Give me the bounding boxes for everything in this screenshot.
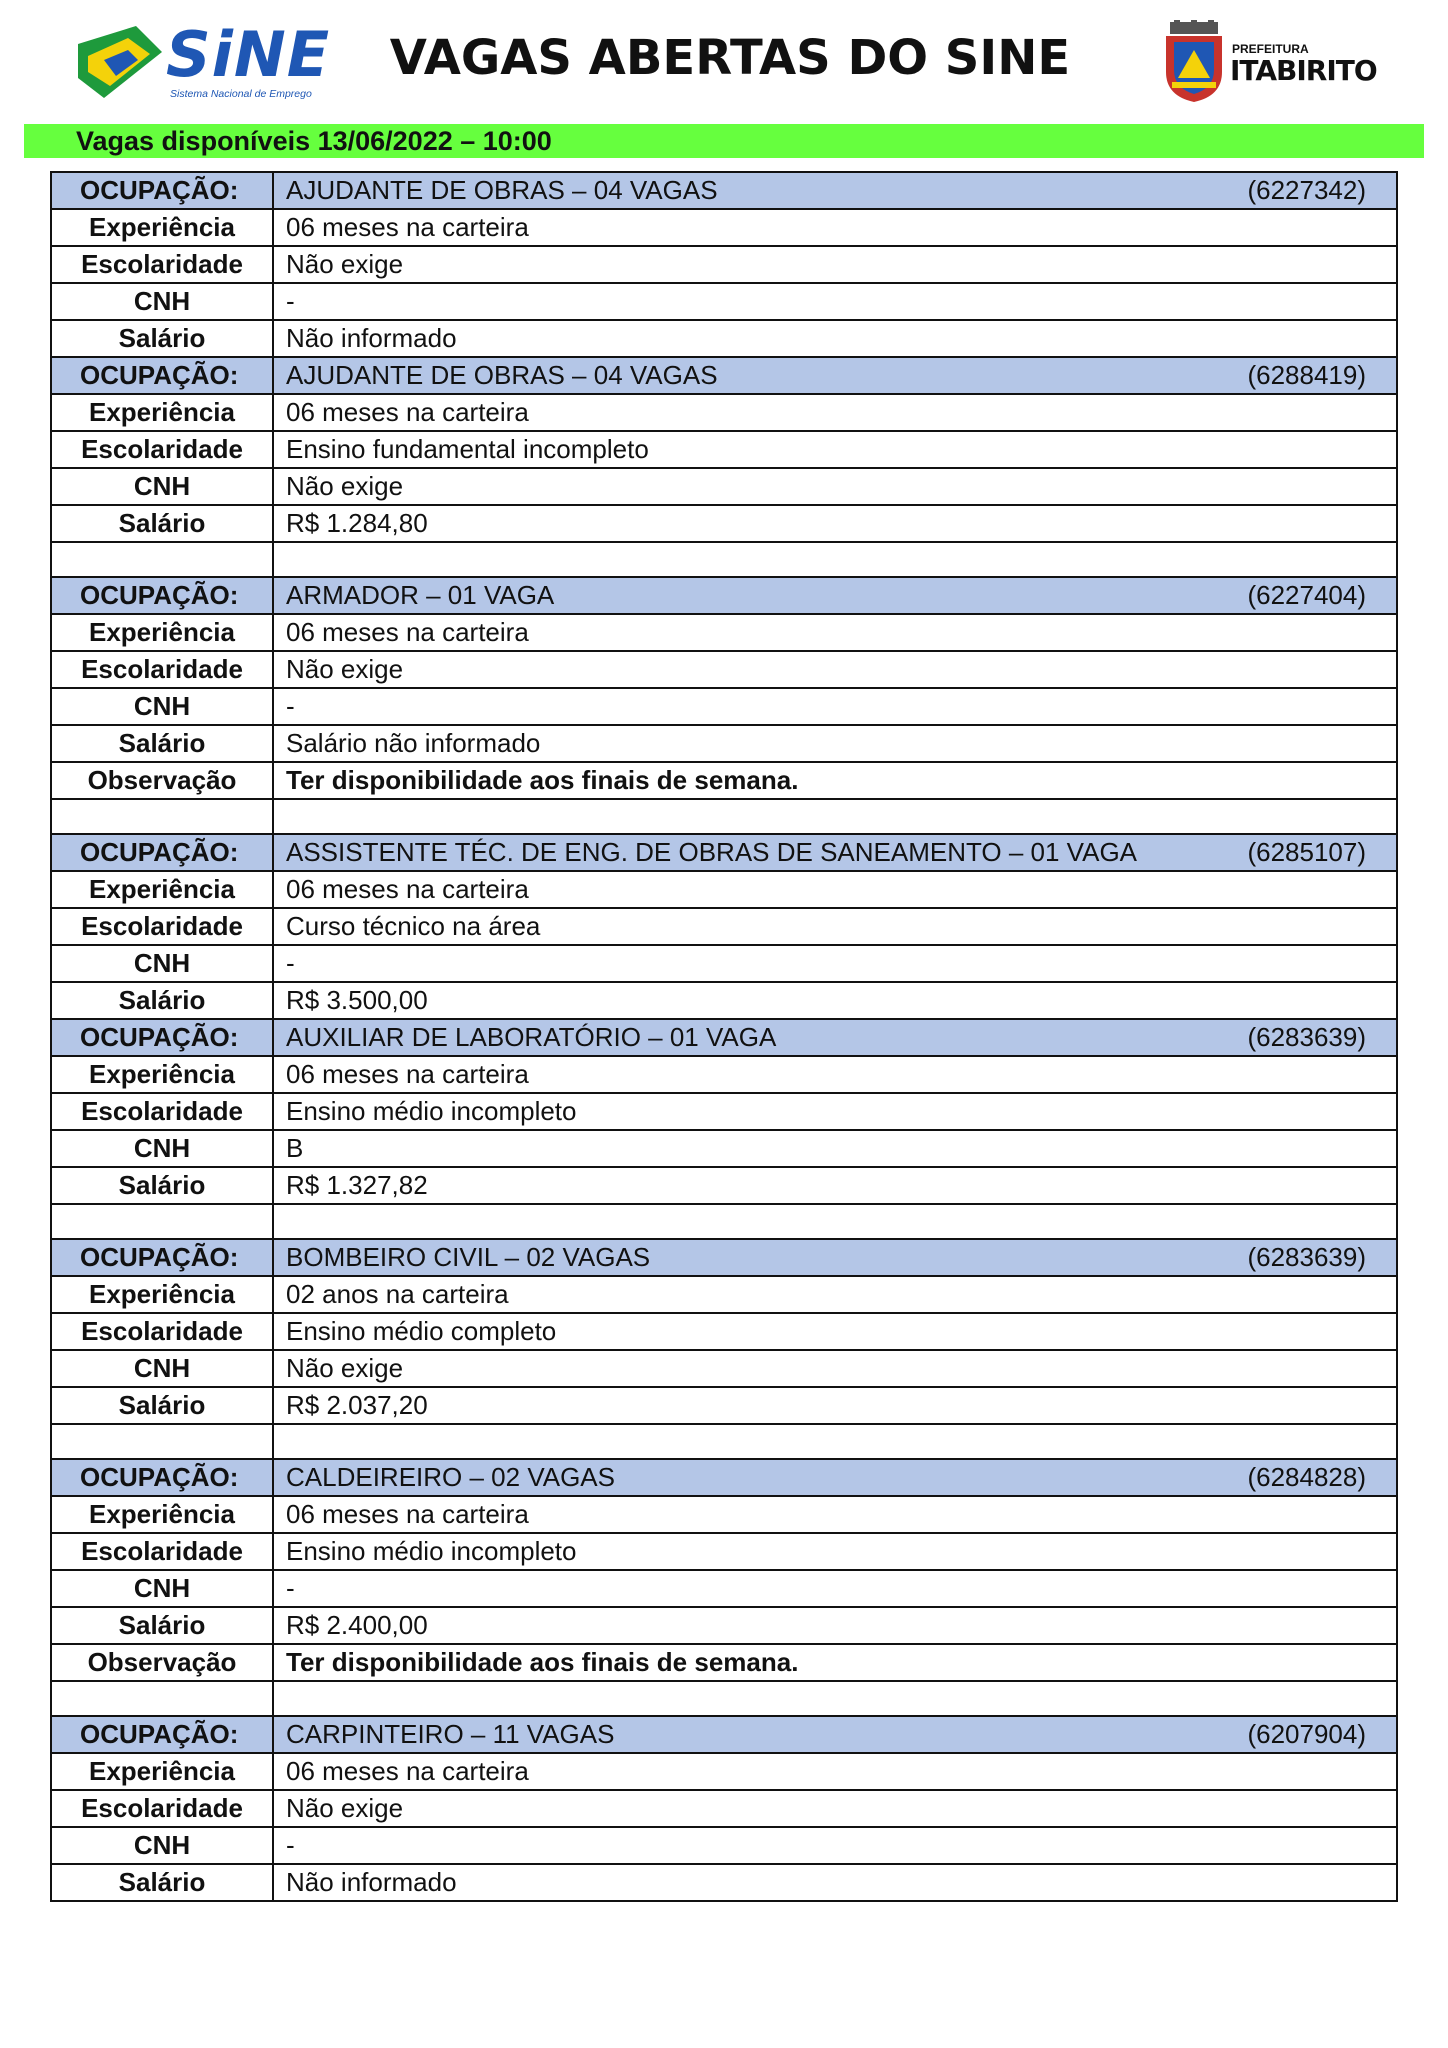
salary-label: Salário <box>51 982 273 1019</box>
job-education-row <box>51 1313 1397 1350</box>
job-occupation-row <box>51 1019 1397 1056</box>
experience-value: 06 meses na carteira <box>273 209 1397 246</box>
job-education-row <box>51 1790 1397 1827</box>
salary-value: R$ 1.284,80 <box>273 505 1397 542</box>
job-salary-row <box>51 1167 1397 1204</box>
job-salary-row <box>51 725 1397 762</box>
experience-label: Experiência <box>51 1056 273 1093</box>
job-experience-row <box>51 1753 1397 1790</box>
job-salary-row <box>51 1864 1397 1901</box>
education-label: Escolaridade <box>51 1093 273 1130</box>
occupation-code: (6283639) <box>1247 1242 1366 1272</box>
salary-value: R$ 2.037,20 <box>273 1387 1397 1424</box>
license-label: CNH <box>51 283 273 320</box>
license-label: CNH <box>51 1350 273 1387</box>
job-license-row <box>51 688 1397 725</box>
jobs-table-container <box>50 171 1398 1902</box>
occupation-title: AUXILIAR DE LABORATÓRIO – 01 VAGA <box>286 1022 777 1052</box>
job-salary-row <box>51 982 1397 1019</box>
license-value: Não exige <box>273 1350 1397 1387</box>
note-value: Ter disponibilidade aos finais de semana. <box>273 1644 1397 1681</box>
occupation-value <box>273 1459 1397 1496</box>
job-experience-row <box>51 1276 1397 1313</box>
city-crest-icon <box>1162 20 1226 104</box>
experience-label: Experiência <box>51 394 273 431</box>
job-education-row <box>51 431 1397 468</box>
spacer-cell <box>273 1424 1397 1459</box>
city-logo-small-text: PREFEITURA <box>1232 42 1309 56</box>
experience-label: Experiência <box>51 614 273 651</box>
license-label: CNH <box>51 688 273 725</box>
education-value: Não exige <box>273 1790 1397 1827</box>
job-occupation-row <box>51 1459 1397 1496</box>
occupation-value <box>273 1019 1397 1056</box>
license-label: CNH <box>51 1130 273 1167</box>
occupation-title: AJUDANTE DE OBRAS – 04 VAGAS <box>286 360 718 390</box>
spacer-cell <box>273 1204 1397 1239</box>
occupation-value <box>273 1239 1397 1276</box>
spacer-cell <box>273 542 1397 577</box>
job-occupation-row <box>51 1239 1397 1276</box>
license-value: - <box>273 1827 1397 1864</box>
experience-label: Experiência <box>51 209 273 246</box>
education-value: Não exige <box>273 651 1397 688</box>
job-occupation-row <box>51 834 1397 871</box>
occupation-label: OCUPAÇÃO: <box>51 1019 273 1056</box>
job-license-row <box>51 468 1397 505</box>
brazil-flag-icon <box>78 22 168 100</box>
spacer-cell <box>51 799 273 834</box>
experience-value: 06 meses na carteira <box>273 871 1397 908</box>
education-value: Não exige <box>273 246 1397 283</box>
spacer-row <box>51 542 1397 577</box>
education-label: Escolaridade <box>51 246 273 283</box>
salary-label: Salário <box>51 725 273 762</box>
occupation-title: CARPINTEIRO – 11 VAGAS <box>286 1719 615 1749</box>
spacer-cell <box>273 799 1397 834</box>
experience-label: Experiência <box>51 1496 273 1533</box>
job-occupation-row <box>51 172 1397 209</box>
education-label: Escolaridade <box>51 1790 273 1827</box>
occupation-title: CALDEIREIRO – 02 VAGAS <box>286 1462 615 1492</box>
education-value: Ensino médio incompleto <box>273 1533 1397 1570</box>
education-value: Ensino médio completo <box>273 1313 1397 1350</box>
occupation-title: BOMBEIRO CIVIL – 02 VAGAS <box>286 1242 651 1272</box>
spacer-cell <box>51 1681 273 1716</box>
job-experience-row <box>51 209 1397 246</box>
job-license-row <box>51 945 1397 982</box>
job-salary-row <box>51 320 1397 357</box>
job-education-row <box>51 246 1397 283</box>
salary-label: Salário <box>51 320 273 357</box>
occupation-value <box>273 577 1397 614</box>
experience-label: Experiência <box>51 871 273 908</box>
spacer-row <box>51 1424 1397 1459</box>
education-value: Ensino médio incompleto <box>273 1093 1397 1130</box>
experience-value: 02 anos na carteira <box>273 1276 1397 1313</box>
occupation-code: (6285107) <box>1247 837 1366 867</box>
salary-value: R$ 3.500,00 <box>273 982 1397 1019</box>
job-experience-row <box>51 1056 1397 1093</box>
job-occupation-row <box>51 1716 1397 1753</box>
sine-logo-subtitle: Sistema Nacional de Emprego <box>170 88 312 100</box>
education-label: Escolaridade <box>51 1533 273 1570</box>
salary-value: R$ 2.400,00 <box>273 1607 1397 1644</box>
salary-label: Salário <box>51 505 273 542</box>
license-value: - <box>273 945 1397 982</box>
job-education-row <box>51 908 1397 945</box>
sine-logo-text: SiNE <box>166 18 331 91</box>
license-label: CNH <box>51 1570 273 1607</box>
job-license-row <box>51 1130 1397 1167</box>
sine-logo <box>78 18 331 100</box>
job-education-row <box>51 651 1397 688</box>
education-value: Curso técnico na área <box>273 908 1397 945</box>
job-experience-row <box>51 1496 1397 1533</box>
job-license-row <box>51 1570 1397 1607</box>
salary-value: Não informado <box>273 1864 1397 1901</box>
occupation-code: (6288419) <box>1247 360 1366 390</box>
experience-label: Experiência <box>51 1276 273 1313</box>
experience-value: 06 meses na carteira <box>273 394 1397 431</box>
job-experience-row <box>51 614 1397 651</box>
occupation-title: ARMADOR – 01 VAGA <box>286 580 555 610</box>
occupation-value <box>273 172 1397 209</box>
license-value: - <box>273 1570 1397 1607</box>
job-education-row <box>51 1093 1397 1130</box>
education-label: Escolaridade <box>51 908 273 945</box>
job-license-row <box>51 283 1397 320</box>
experience-value: 06 meses na carteira <box>273 1056 1397 1093</box>
spacer-cell <box>51 1424 273 1459</box>
license-value: Não exige <box>273 468 1397 505</box>
occupation-title: ASSISTENTE TÉC. DE ENG. DE OBRAS DE SANEAMENTO – 01 VAGA <box>286 837 1138 867</box>
license-label: CNH <box>51 945 273 982</box>
availability-banner <box>24 124 1424 158</box>
occupation-label: OCUPAÇÃO: <box>51 577 273 614</box>
license-label: CNH <box>51 1827 273 1864</box>
availability-banner-text: Vagas disponíveis 13/06/2022 – 10:00 <box>76 126 552 156</box>
job-experience-row <box>51 871 1397 908</box>
job-note-row <box>51 762 1397 799</box>
note-label: Observação <box>51 762 273 799</box>
salary-value: Não informado <box>273 320 1397 357</box>
education-label: Escolaridade <box>51 431 273 468</box>
license-value: - <box>273 688 1397 725</box>
note-value: Ter disponibilidade aos finais de semana. <box>273 762 1397 799</box>
spacer-row <box>51 1204 1397 1239</box>
note-label: Observação <box>51 1644 273 1681</box>
education-label: Escolaridade <box>51 651 273 688</box>
license-value: B <box>273 1130 1397 1167</box>
occupation-title: AJUDANTE DE OBRAS – 04 VAGAS <box>286 175 718 205</box>
itabirito-logo <box>1162 20 1382 104</box>
jobs-table <box>50 171 1398 1902</box>
salary-label: Salário <box>51 1864 273 1901</box>
job-license-row <box>51 1350 1397 1387</box>
license-label: CNH <box>51 468 273 505</box>
occupation-label: OCUPAÇÃO: <box>51 172 273 209</box>
occupation-code: (6283639) <box>1247 1022 1366 1052</box>
experience-value: 06 meses na carteira <box>273 1753 1397 1790</box>
job-salary-row <box>51 505 1397 542</box>
spacer-row <box>51 1681 1397 1716</box>
experience-value: 06 meses na carteira <box>273 1496 1397 1533</box>
occupation-label: OCUPAÇÃO: <box>51 834 273 871</box>
job-salary-row <box>51 1607 1397 1644</box>
experience-label: Experiência <box>51 1753 273 1790</box>
job-education-row <box>51 1533 1397 1570</box>
spacer-row <box>51 799 1397 834</box>
salary-value: Salário não informado <box>273 725 1397 762</box>
experience-value: 06 meses na carteira <box>273 614 1397 651</box>
spacer-cell <box>51 542 273 577</box>
occupation-label: OCUPAÇÃO: <box>51 1459 273 1496</box>
license-value: - <box>273 283 1397 320</box>
job-salary-row <box>51 1387 1397 1424</box>
salary-label: Salário <box>51 1607 273 1644</box>
spacer-cell <box>273 1681 1397 1716</box>
spacer-cell <box>51 1204 273 1239</box>
occupation-value <box>273 834 1397 871</box>
job-note-row <box>51 1644 1397 1681</box>
city-logo-big-text: ITABIRITO <box>1230 54 1377 87</box>
occupation-value <box>273 357 1397 394</box>
jobs-table-body <box>51 172 1397 1901</box>
job-occupation-row <box>51 577 1397 614</box>
occupation-code: (6227342) <box>1247 175 1366 205</box>
job-experience-row <box>51 394 1397 431</box>
page-header <box>0 0 1448 118</box>
occupation-label: OCUPAÇÃO: <box>51 1239 273 1276</box>
job-occupation-row <box>51 357 1397 394</box>
education-label: Escolaridade <box>51 1313 273 1350</box>
occupation-code: (6284828) <box>1247 1462 1366 1492</box>
occupation-label: OCUPAÇÃO: <box>51 357 273 394</box>
salary-label: Salário <box>51 1387 273 1424</box>
occupation-code: (6207904) <box>1247 1719 1366 1749</box>
occupation-label: OCUPAÇÃO: <box>51 1716 273 1753</box>
page-title: VAGAS ABERTAS DO SINE <box>389 30 1071 86</box>
occupation-value <box>273 1716 1397 1753</box>
salary-value: R$ 1.327,82 <box>273 1167 1397 1204</box>
job-license-row <box>51 1827 1397 1864</box>
salary-label: Salário <box>51 1167 273 1204</box>
occupation-code: (6227404) <box>1247 580 1366 610</box>
education-value: Ensino fundamental incompleto <box>273 431 1397 468</box>
